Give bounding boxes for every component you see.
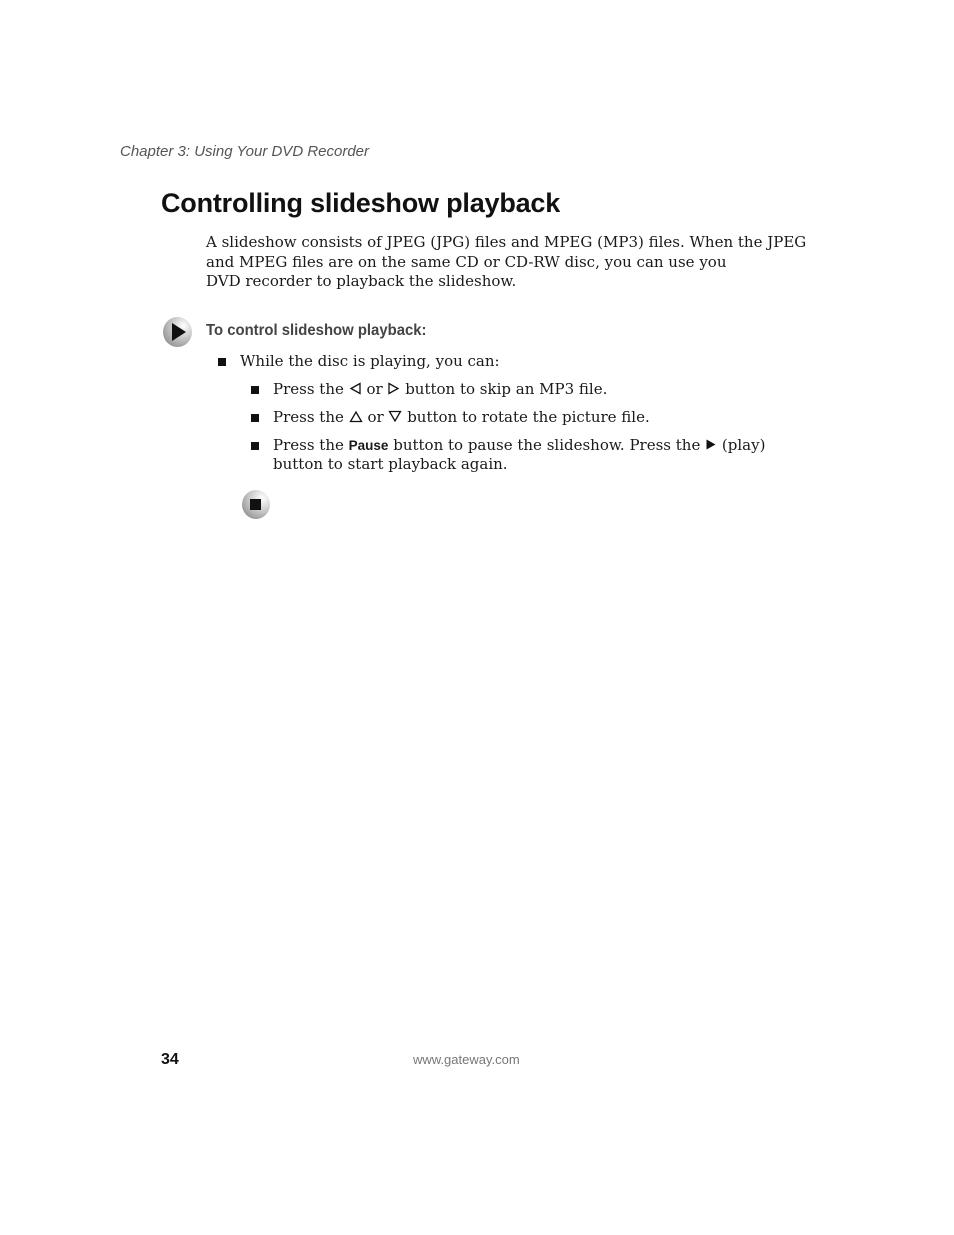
stop-square-icon — [242, 490, 270, 519]
intro-line: and MPEG files are on the same CD or CD-RW disc, you can use you — [206, 252, 727, 271]
left-arrow-icon — [349, 382, 362, 395]
intro-line: A slideshow consists of JPEG (JPG) files and MPEG (MP3) files. When the JPEG — [206, 233, 807, 251]
substep-text: button to skip an MP3 file. — [405, 380, 608, 398]
substep-text: button to rotate the picture file. — [407, 408, 650, 426]
substep-text: button to pause the slideshow. Press the — [393, 436, 701, 454]
bullet-square — [251, 414, 259, 422]
footer-url: www.gateway.com — [413, 1052, 520, 1067]
list-item — [251, 380, 607, 399]
substep-text: or — [366, 380, 383, 398]
list-item — [218, 352, 500, 371]
list-item — [251, 408, 650, 427]
substep-text: Press the — [273, 408, 344, 426]
up-arrow-icon — [349, 410, 363, 423]
stop-square — [250, 499, 261, 510]
play-arrow-icon — [163, 317, 192, 347]
intro-paragraph — [206, 233, 807, 292]
procedure-heading: To control slideshow playback: — [206, 322, 427, 339]
bullet-square — [251, 386, 259, 394]
substep-text: button to start playback again. — [273, 455, 508, 473]
substep-text: (play) — [721, 436, 766, 454]
substep-text: Press the — [273, 380, 344, 398]
play-icon — [705, 438, 717, 451]
pause-button-label: Pause — [348, 438, 389, 453]
substep-text: or — [367, 408, 384, 426]
down-arrow-icon — [388, 410, 402, 423]
right-arrow-icon — [387, 382, 400, 395]
page-number: 34 — [161, 1051, 179, 1068]
step-text: While the disc is playing, you can: — [240, 352, 500, 370]
bullet-square — [218, 358, 226, 366]
substep-text: Press the — [273, 436, 344, 454]
chapter-header: Chapter 3: Using Your DVD Recorder — [120, 143, 370, 160]
list-item — [251, 436, 765, 474]
bullet-square — [251, 442, 259, 450]
intro-line: DVD recorder to playback the slideshow. — [206, 272, 517, 290]
section-title: Controlling slideshow playback — [161, 188, 561, 218]
